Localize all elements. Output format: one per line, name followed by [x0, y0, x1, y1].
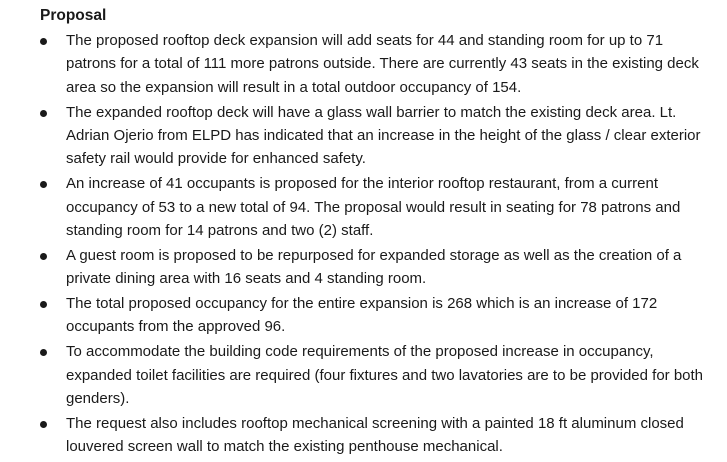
- bullet-icon: [40, 349, 47, 356]
- list-item-text: The total proposed occupancy for the entire expansion is 268 which is an increase of 172 occupants from the approved 96.: [66, 295, 658, 336]
- bullet-icon: [40, 421, 47, 428]
- list-item-text: The proposed rooftop deck expansion will add seats for 44 and standing room for up to 71 patrons for a total of 111 more patrons outside. There are currently 43 seats in the existing deck area so the expansion will result in a total outdoor occupancy of 154.: [66, 32, 699, 96]
- list-item: [40, 412, 713, 459]
- list-item: [40, 172, 713, 242]
- list-item-text: The request also includes rooftop mechanical screening with a painted 18 ft aluminum closed louvered screen wall to match the existing penthouse mechanical.: [66, 414, 684, 456]
- bullet-icon: [40, 253, 47, 260]
- bullet-icon: [40, 110, 47, 117]
- list-item-text: To accommodate the building code requirements of the proposed increase in occupancy, expanded toilet facilities are required (four fixtures and two lavatories are to be provided for both genders).: [66, 343, 704, 408]
- list-item-text: The expanded rooftop deck will have a glass wall barrier to match the existing deck area. Lt. Adrian Ojerio from ELPD has indicated that an increase in the height of the glass / clear exterior safety rail would provide for enhanced safety.: [66, 103, 701, 168]
- list-item: [40, 29, 713, 99]
- list-item: [40, 340, 713, 410]
- bullet-icon: [40, 301, 47, 308]
- list-item-text: A guest room is proposed to be repurposed for expanded storage as well as the creation of a private dining area with 16 seats and 4 standing room.: [66, 246, 682, 288]
- bullet-list: [40, 29, 713, 459]
- list-item-text: An increase of 41 occupants is proposed for the interior rooftop restaurant, from a current occupancy of 53 to a new total of 94. The proposal would result in seating for 78 patrons and standing room for 14 patrons and two (2) staff.: [66, 175, 681, 240]
- bullet-icon: [40, 181, 47, 188]
- section-heading: Proposal: [40, 7, 107, 24]
- list-item: [40, 244, 713, 291]
- bullet-icon: [40, 38, 47, 45]
- list-item: [40, 292, 713, 339]
- list-item: [40, 101, 713, 171]
